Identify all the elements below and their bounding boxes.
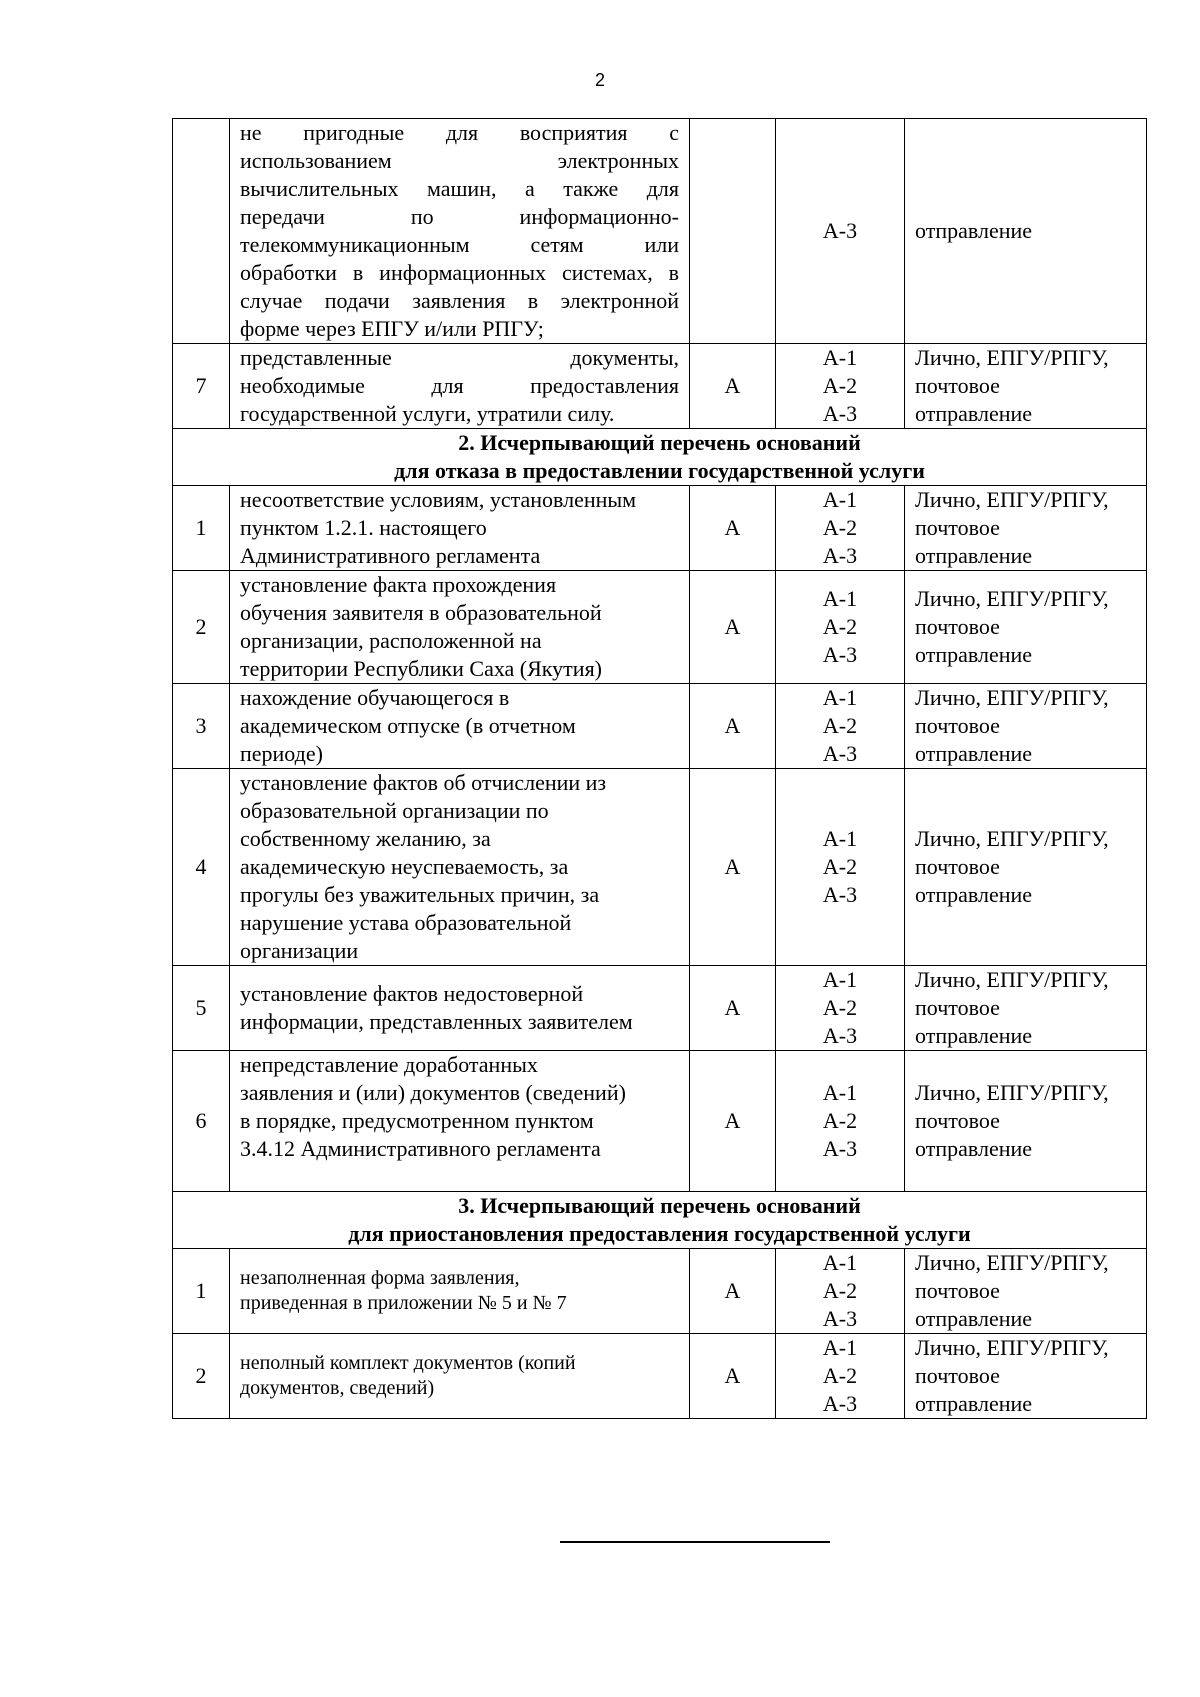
row-acts: А-1 А-2 А-3 xyxy=(776,486,905,571)
row-acts: А-1 А-2 А-3 xyxy=(776,966,905,1051)
row-number: 1 xyxy=(173,1249,230,1334)
row-description: установление фактов об отчислении из образовательной организации по собственному желанию, за академическую неуспеваемость, за прогулы без уважительных причин, за нарушение устава образовательной организации xyxy=(230,769,690,966)
row-code: А xyxy=(690,966,776,1051)
row-description: нахождение обучающегося в академическом отпуске (в отчетном периоде) xyxy=(230,684,690,769)
section-header-row xyxy=(173,1192,1147,1249)
row-code: А xyxy=(690,486,776,571)
row-code: А xyxy=(690,684,776,769)
row-method: Лично, ЕПГУ/РПГУ, почтовое отправление xyxy=(905,769,1147,966)
row-number: 7 xyxy=(173,344,230,429)
section-3-title: 3. Исчерпывающий перечень оснований для приостановления предоставления государственной услуги xyxy=(173,1192,1147,1249)
row-method: Лично, ЕПГУ/РПГУ, почтовое отправление xyxy=(905,486,1147,571)
row-number: 4 xyxy=(173,769,230,966)
row-method: Лично, ЕПГУ/РПГУ, почтовое отправление xyxy=(905,571,1147,684)
page-number: 2 xyxy=(594,70,605,90)
row-code: А xyxy=(690,769,776,966)
row-code: А xyxy=(690,344,776,429)
table-row xyxy=(173,486,1147,571)
row-method: Лично, ЕПГУ/РПГУ, почтовое отправление xyxy=(905,1051,1147,1192)
row-acts: А-1 А-2 А-3 xyxy=(776,1051,905,1192)
row-acts: А-1 А-2 А-3 xyxy=(776,344,905,429)
table-row xyxy=(173,1334,1147,1419)
row-method: Лично, ЕПГУ/РПГУ, почтовое отправление xyxy=(905,966,1147,1051)
row-code: А xyxy=(690,1051,776,1192)
row-description: незаполненная форма заявления, приведенная в приложении № 5 и № 7 xyxy=(230,1249,690,1334)
row-method: Лично, ЕПГУ/РПГУ, почтовое отправление xyxy=(905,1249,1147,1334)
row-number: 5 xyxy=(173,966,230,1051)
row-method: Лично, ЕПГУ/РПГУ, почтовое отправление xyxy=(905,1334,1147,1419)
row-description: не пригодные для восприятия с использованием электронных вычислительных машин, а также для передачи по информационно- телекоммуникационным сетям или обработки в информационных системах, в случае подачи заявления в электронной форме через ЕПГУ и/или РПГУ; xyxy=(230,119,690,344)
table-row xyxy=(173,1249,1147,1334)
row-description: неполный комплект документов (копий документов, сведений) xyxy=(230,1334,690,1419)
row-acts: А-1 А-2 А-3 xyxy=(776,769,905,966)
table-row xyxy=(173,1051,1147,1192)
row-description: представленные документы, необходимые для предоставления государственной услуги, утратили силу. xyxy=(230,344,690,429)
row-code: А xyxy=(690,571,776,684)
table-row xyxy=(173,684,1147,769)
row-code: А xyxy=(690,1334,776,1419)
table-row xyxy=(173,769,1147,966)
table-row xyxy=(173,966,1147,1051)
row-number-cell xyxy=(173,119,230,344)
row-method: отправление xyxy=(905,119,1147,344)
row-number: 2 xyxy=(173,1334,230,1419)
footer-divider xyxy=(560,1541,830,1543)
row-description: установление факта прохождения обучения заявителя в образовательной организации, расположенной на территории Республики Саха (Якутия) xyxy=(230,571,690,684)
row-description: непредставление доработанных заявления и (или) документов (сведений) в порядке, предусмотренном пунктом 3.4.12 Административного регламента xyxy=(230,1051,690,1192)
row-method: Лично, ЕПГУ/РПГУ, почтовое отправление xyxy=(905,344,1147,429)
grounds-table xyxy=(172,118,1147,1419)
section-header-row xyxy=(173,429,1147,486)
row-description: установление фактов недостоверной информации, представленных заявителем xyxy=(230,966,690,1051)
row-acts: А-1 А-2 А-3 xyxy=(776,1334,905,1419)
row-number: 3 xyxy=(173,684,230,769)
row-number: 6 xyxy=(173,1051,230,1192)
row-code: А xyxy=(690,1249,776,1334)
section-2-title: 2. Исчерпывающий перечень оснований для отказа в предоставлении государственной услуги xyxy=(173,429,1147,486)
table-row xyxy=(173,119,1147,344)
row-number: 1 xyxy=(173,486,230,571)
table-row xyxy=(173,344,1147,429)
row-code-cell xyxy=(690,119,776,344)
row-acts: А-1 А-2 А-3 xyxy=(776,1249,905,1334)
row-number: 2 xyxy=(173,571,230,684)
row-method: Лично, ЕПГУ/РПГУ, почтовое отправление xyxy=(905,684,1147,769)
table-row xyxy=(173,571,1147,684)
row-acts: А-3 xyxy=(776,119,905,344)
row-description: несоответствие условиям, установленным пунктом 1.2.1. настоящего Административного регламента xyxy=(230,486,690,571)
row-acts: А-1 А-2 А-3 xyxy=(776,571,905,684)
row-acts: А-1 А-2 А-3 xyxy=(776,684,905,769)
